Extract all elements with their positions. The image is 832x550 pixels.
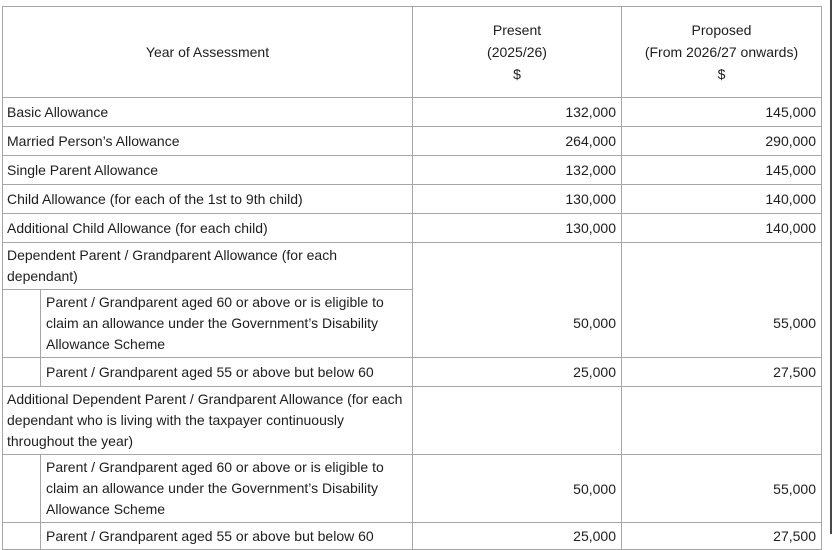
proposed-value: 27,500 (622, 523, 822, 550)
present-value: 25,000 (413, 523, 622, 550)
header-present-line1: Present (492, 22, 542, 38)
present-value (413, 387, 622, 455)
present-value (413, 243, 622, 290)
row-label: Single Parent Allowance (3, 156, 413, 185)
allowance-table (2, 6, 822, 550)
row-label: Child Allowance (for each of the 1st to 9th child) (3, 185, 413, 214)
indent-cell (3, 523, 41, 550)
row-label: Additional Child Allowance (for each child) (3, 214, 413, 243)
proposed-value (622, 243, 822, 290)
present-value: 132,000 (413, 98, 622, 127)
present-value: 50,000 (413, 455, 622, 523)
row-child-allowance (3, 185, 822, 214)
present-value: 130,000 (413, 185, 622, 214)
proposed-value: 290,000 (622, 127, 822, 156)
row-dependent-parent-category (3, 243, 822, 290)
present-value: 264,000 (413, 127, 622, 156)
row-label: Dependent Parent / Grandparent Allowance (for each dependant) (3, 243, 413, 290)
proposed-value: 145,000 (622, 156, 822, 185)
present-value: 50,000 (413, 290, 622, 358)
row-label: Parent / Grandparent aged 60 or above or is eligible to claim an allowance under the Government’s Disability Allowance Scheme (41, 290, 413, 358)
row-label: Parent / Grandparent aged 60 or above or is eligible to claim an allowance under the Government’s Disability Allowance Scheme (41, 455, 413, 523)
row-label: Additional Dependent Parent / Grandparent Allowance (for each dependant who is living with the taxpayer continuously throughout the year) (3, 387, 413, 455)
header-present-line2: (2025/26) (487, 44, 547, 60)
proposed-value: 27,500 (622, 358, 822, 387)
header-proposed-line2: (From 2026/27 onwards) (644, 44, 799, 60)
row-label: Basic Allowance (3, 98, 413, 127)
header-proposed-currency: $ (717, 66, 726, 82)
header-proposed (622, 7, 822, 98)
table-header-row (3, 7, 822, 98)
indent-cell (3, 290, 41, 358)
indent-cell (3, 358, 41, 387)
proposed-value: 55,000 (622, 455, 822, 523)
proposed-value: 55,000 (622, 290, 822, 358)
row-basic-allowance (3, 98, 822, 127)
header-present (413, 7, 622, 98)
row-married-persons-allowance (3, 127, 822, 156)
header-col1-text: Year of Assessment (145, 44, 270, 60)
proposed-value (622, 387, 822, 455)
header-year-of-assessment (3, 7, 413, 98)
present-value: 132,000 (413, 156, 622, 185)
header-proposed-line1: Proposed (691, 22, 752, 38)
indent-cell (3, 455, 41, 523)
row-additional-dependent-parent-category (3, 387, 822, 455)
row-label: Married Person’s Allowance (3, 127, 413, 156)
present-value: 130,000 (413, 214, 622, 243)
row-parent-aged-60-disability (3, 290, 822, 358)
row-label: Parent / Grandparent aged 55 or above but below 60 (41, 523, 413, 550)
proposed-value: 140,000 (622, 214, 822, 243)
row-label: Parent / Grandparent aged 55 or above but below 60 (41, 358, 413, 387)
row-additional-child-allowance (3, 214, 822, 243)
header-present-currency: $ (513, 66, 521, 82)
proposed-value: 145,000 (622, 98, 822, 127)
row-single-parent-allowance (3, 156, 822, 185)
row-additional-parent-aged-60-disability (3, 455, 822, 523)
present-value: 25,000 (413, 358, 622, 387)
row-parent-aged-55 (3, 358, 822, 387)
row-additional-parent-aged-55 (3, 523, 822, 550)
proposed-value: 140,000 (622, 185, 822, 214)
